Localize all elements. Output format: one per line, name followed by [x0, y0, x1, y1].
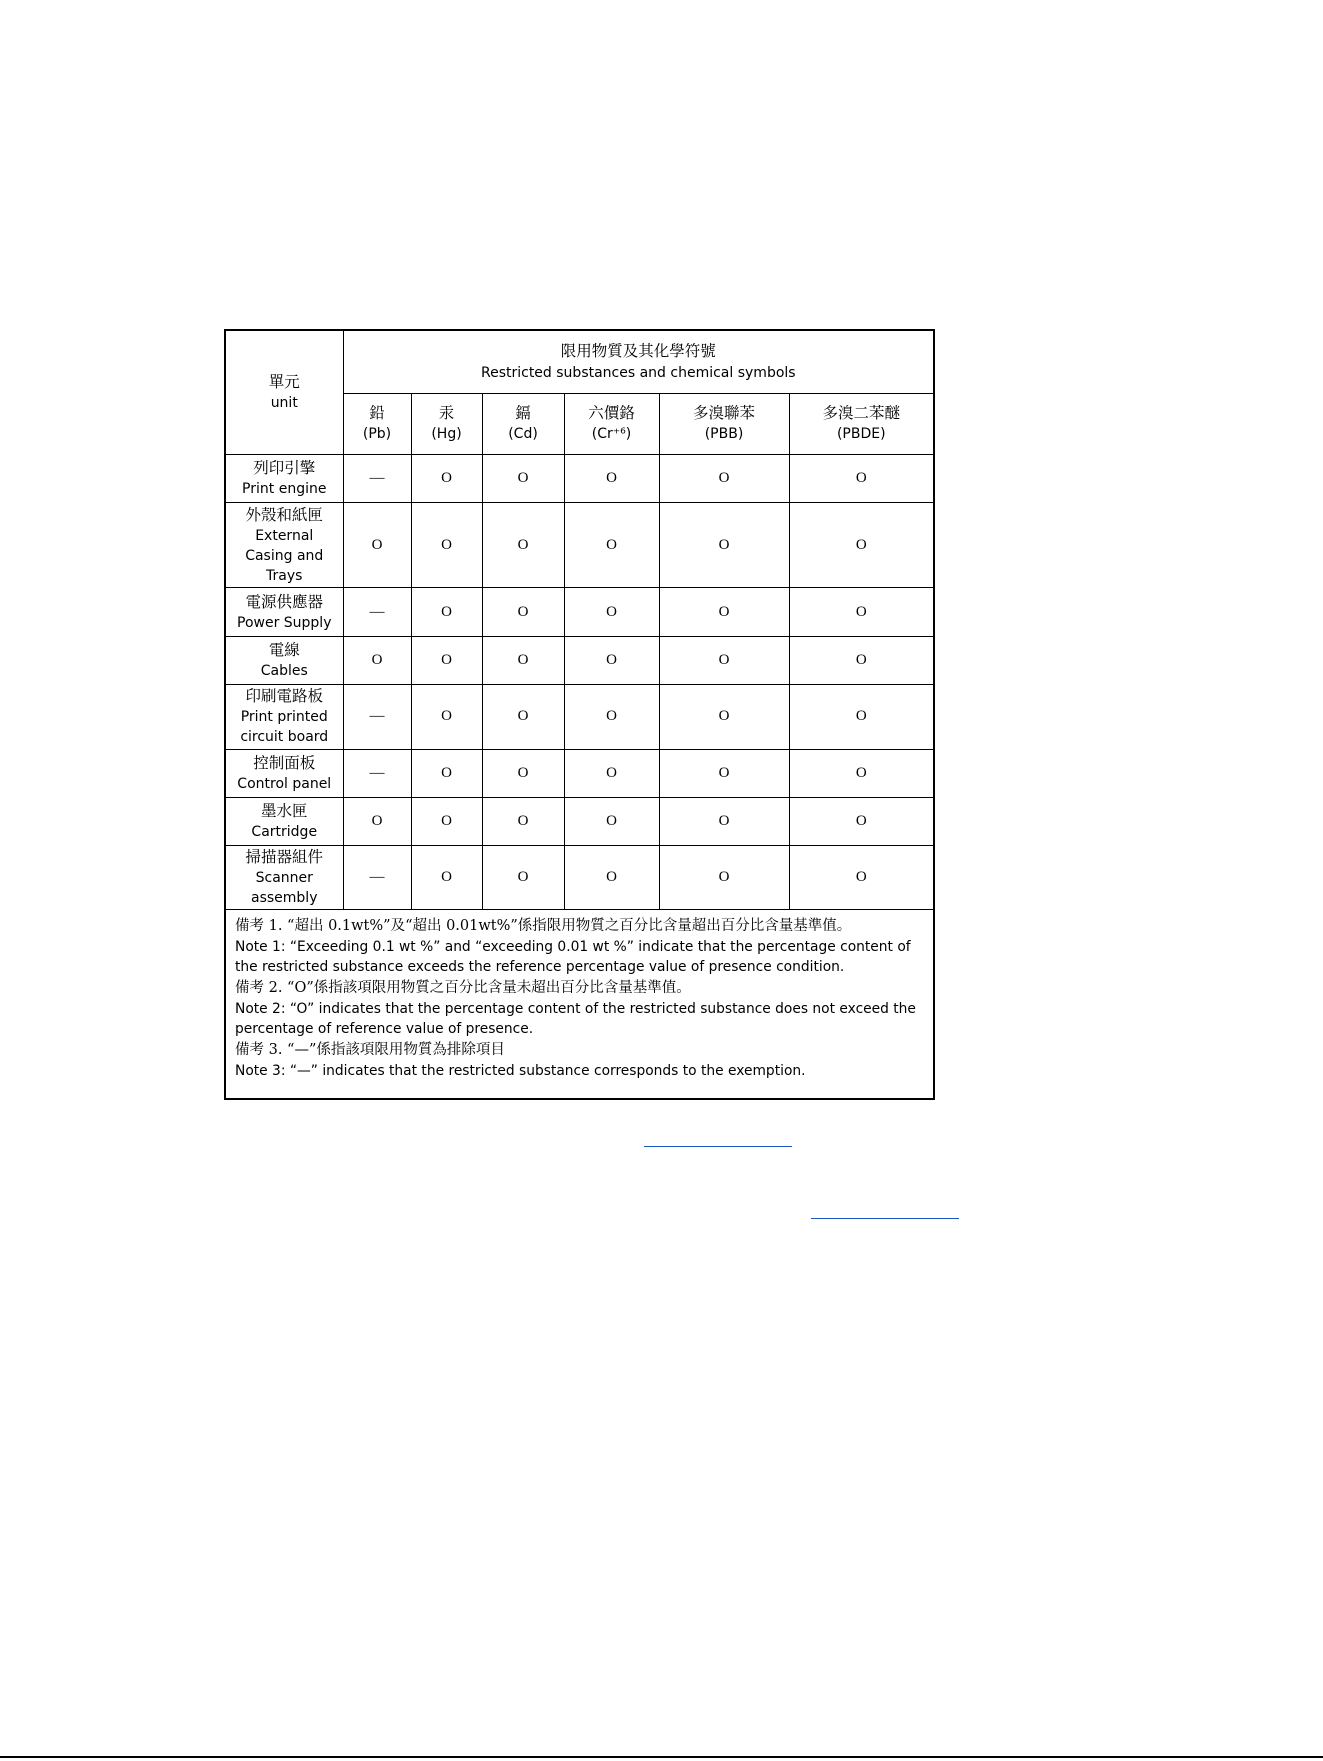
row-label: 墨水匣 Cartridge — [225, 797, 343, 845]
unit-header-cell — [225, 330, 343, 454]
column-header: 汞 (Hg) — [411, 393, 482, 454]
row-label: 電源供應器 Power Supply — [225, 588, 343, 637]
row-label: 控制面板 Control panel — [225, 749, 343, 797]
value-cell: O — [411, 797, 482, 845]
note-3-zh: 備考 3. “—”係指該項限用物質為排除項目 — [235, 1041, 505, 1058]
value-cell: O — [411, 637, 482, 685]
row-label: 外殼和紙匣 External Casing and Trays — [225, 502, 343, 587]
table-row — [225, 454, 934, 502]
link-underline[interactable] — [644, 1146, 792, 1147]
value-cell: O — [659, 845, 789, 909]
value-cell: O — [482, 637, 564, 685]
note-3-en: Note 3: “—” indicates that the restricted substance corresponds to the exemption. — [235, 1062, 806, 1079]
value-cell: O — [411, 454, 482, 502]
value-cell: O — [564, 637, 659, 685]
group-header-zh: 限用物質及其化學符號 — [560, 341, 716, 360]
note-2-zh: 備考 2. “O”係指該項限用物質之百分比含量未超出百分比含量基準值。 — [235, 979, 691, 996]
value-cell: O — [564, 502, 659, 587]
value-cell: O — [343, 797, 411, 845]
unit-header-zh: 單元 — [268, 372, 300, 391]
notes-cell — [225, 909, 934, 1099]
restricted-substances-table — [224, 329, 935, 1100]
table-row — [225, 685, 934, 749]
group-header-cell — [343, 330, 934, 393]
value-cell: — — [343, 454, 411, 502]
value-cell: O — [659, 685, 789, 749]
row-label: 掃描器組件 Scanner assembly — [225, 845, 343, 909]
value-cell: O — [482, 588, 564, 637]
value-cell: O — [564, 588, 659, 637]
table-row — [225, 637, 934, 685]
value-cell: O — [482, 797, 564, 845]
value-cell: O — [789, 454, 934, 502]
value-cell: O — [482, 454, 564, 502]
value-cell: O — [659, 749, 789, 797]
value-cell: O — [789, 749, 934, 797]
row-label: 印刷電路板 Print printed circuit board — [225, 685, 343, 749]
value-cell: — — [343, 749, 411, 797]
value-cell: O — [411, 502, 482, 587]
table-row — [225, 845, 934, 909]
value-cell: O — [789, 845, 934, 909]
value-cell: O — [564, 845, 659, 909]
value-cell: O — [564, 685, 659, 749]
value-cell: O — [343, 637, 411, 685]
value-cell: O — [789, 637, 934, 685]
value-cell: O — [482, 502, 564, 587]
value-cell: O — [659, 588, 789, 637]
table-row — [225, 797, 934, 845]
value-cell: O — [411, 588, 482, 637]
note-2-en: Note 2: “O” indicates that the percentage content of the restricted substance does not exceed the percentage of reference value of presence. — [235, 1000, 916, 1038]
value-cell: O — [411, 749, 482, 797]
value-cell: — — [343, 685, 411, 749]
value-cell: O — [789, 588, 934, 637]
column-header: 鉛 (Pb) — [343, 393, 411, 454]
value-cell: O — [564, 749, 659, 797]
note-1-zh: 備考 1. “超出 0.1wt%”及“超出 0.01wt%”係指限用物質之百分比含量超出百分比含量基準值。 — [235, 917, 852, 934]
row-label: 列印引擎 Print engine — [225, 454, 343, 502]
row-label: 電線 Cables — [225, 637, 343, 685]
table-row — [225, 502, 934, 587]
value-cell: O — [789, 502, 934, 587]
link-underline[interactable] — [811, 1218, 959, 1219]
group-header-en: Restricted substances and chemical symbols — [480, 364, 796, 381]
column-header: 多溴聯苯 (PBB) — [659, 393, 789, 454]
column-header: 鎘 (Cd) — [482, 393, 564, 454]
notes-row — [225, 909, 934, 1099]
column-header: 六價鉻 (Cr⁺⁶) — [564, 393, 659, 454]
value-cell: O — [482, 845, 564, 909]
table-row — [225, 749, 934, 797]
value-cell: O — [411, 845, 482, 909]
value-cell: O — [659, 797, 789, 845]
value-cell: — — [343, 845, 411, 909]
page-bottom-rule — [0, 1756, 1323, 1758]
value-cell: O — [659, 454, 789, 502]
value-cell: O — [659, 502, 789, 587]
value-cell: — — [343, 588, 411, 637]
column-header: 多溴二苯醚 (PBDE) — [789, 393, 934, 454]
value-cell: O — [659, 637, 789, 685]
value-cell: O — [482, 685, 564, 749]
note-1-en: Note 1: “Exceeding 0.1 wt %” and “exceeding 0.01 wt %” indicate that the percentage content of the restricted substance exceeds the reference percentage value of presence condition. — [235, 938, 911, 976]
value-cell: O — [482, 749, 564, 797]
value-cell: O — [343, 502, 411, 587]
value-cell: O — [789, 797, 934, 845]
unit-header-en: unit — [270, 394, 298, 411]
value-cell: O — [564, 454, 659, 502]
value-cell: O — [564, 797, 659, 845]
table-row — [225, 588, 934, 637]
value-cell: O — [789, 685, 934, 749]
value-cell: O — [411, 685, 482, 749]
